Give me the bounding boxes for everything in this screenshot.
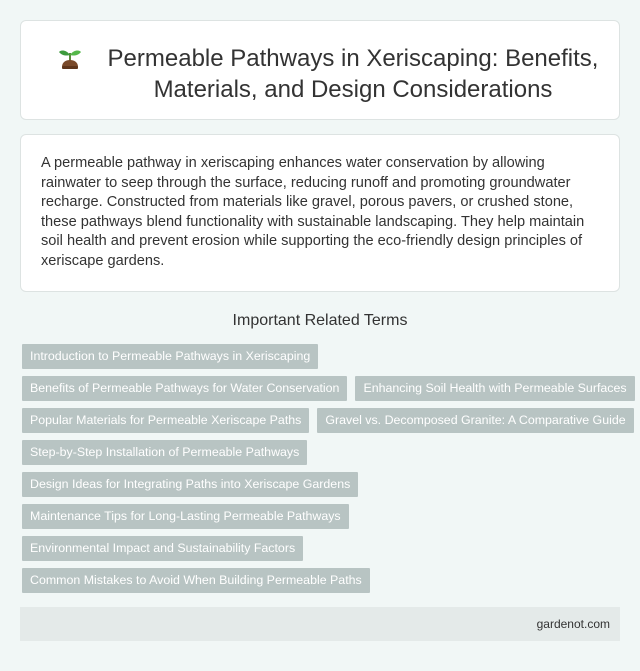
header-card xyxy=(20,20,620,120)
summary-text: A permeable pathway in xeriscaping enhances water conservation by allowing rainwater to seep through the surface, reducing runoff and promoting groundwater recharge. Constructed from materials like gravel, porous pavers, or crushed stone, these pathways blend functionality with sustainable landscaping. They help maintain soil health and prevent erosion while supporting the eco-friendly design principles of xeriscape gardens. xyxy=(41,155,585,269)
related-terms-row xyxy=(22,440,622,472)
related-terms-list xyxy=(22,344,627,600)
related-term-tag[interactable]: Gravel vs. Decomposed Granite: A Comparative Guide xyxy=(317,408,633,433)
related-term-tag[interactable]: Benefits of Permeable Pathways for Water Conservation xyxy=(22,376,347,401)
related-terms-row xyxy=(22,344,622,376)
page-title: Permeable Pathways in Xeriscaping: Benefits, Materials, and Design Considerations xyxy=(107,45,599,103)
sprout-icon xyxy=(55,45,85,75)
related-term-tag[interactable]: Introduction to Permeable Pathways in Xeriscaping xyxy=(22,344,318,369)
footer xyxy=(20,607,620,641)
related-term-tag[interactable]: Popular Materials for Permeable Xeriscape Paths xyxy=(22,408,309,433)
related-terms-heading: Important Related Terms xyxy=(232,312,408,329)
related-terms-row xyxy=(22,376,627,408)
related-term-tag[interactable]: Maintenance Tips for Long-Lasting Permeable Pathways xyxy=(22,504,349,529)
related-term-tag[interactable]: Design Ideas for Integrating Paths into Xeriscape Gardens xyxy=(22,472,358,497)
related-terms-row xyxy=(22,568,622,600)
related-terms-row xyxy=(22,472,622,504)
related-terms-row xyxy=(22,536,622,568)
related-term-tag[interactable]: Environmental Impact and Sustainability Factors xyxy=(22,536,303,561)
related-term-tag[interactable]: Step-by-Step Installation of Permeable Pathways xyxy=(22,440,307,465)
related-terms-row xyxy=(22,408,626,440)
related-term-tag[interactable]: Common Mistakes to Avoid When Building Permeable Paths xyxy=(22,568,370,593)
related-terms-row xyxy=(22,504,622,536)
summary-card xyxy=(20,134,620,292)
related-term-tag[interactable]: Enhancing Soil Health with Permeable Surfaces xyxy=(355,376,634,401)
footer-site-link[interactable]: gardenot.com xyxy=(536,617,610,631)
